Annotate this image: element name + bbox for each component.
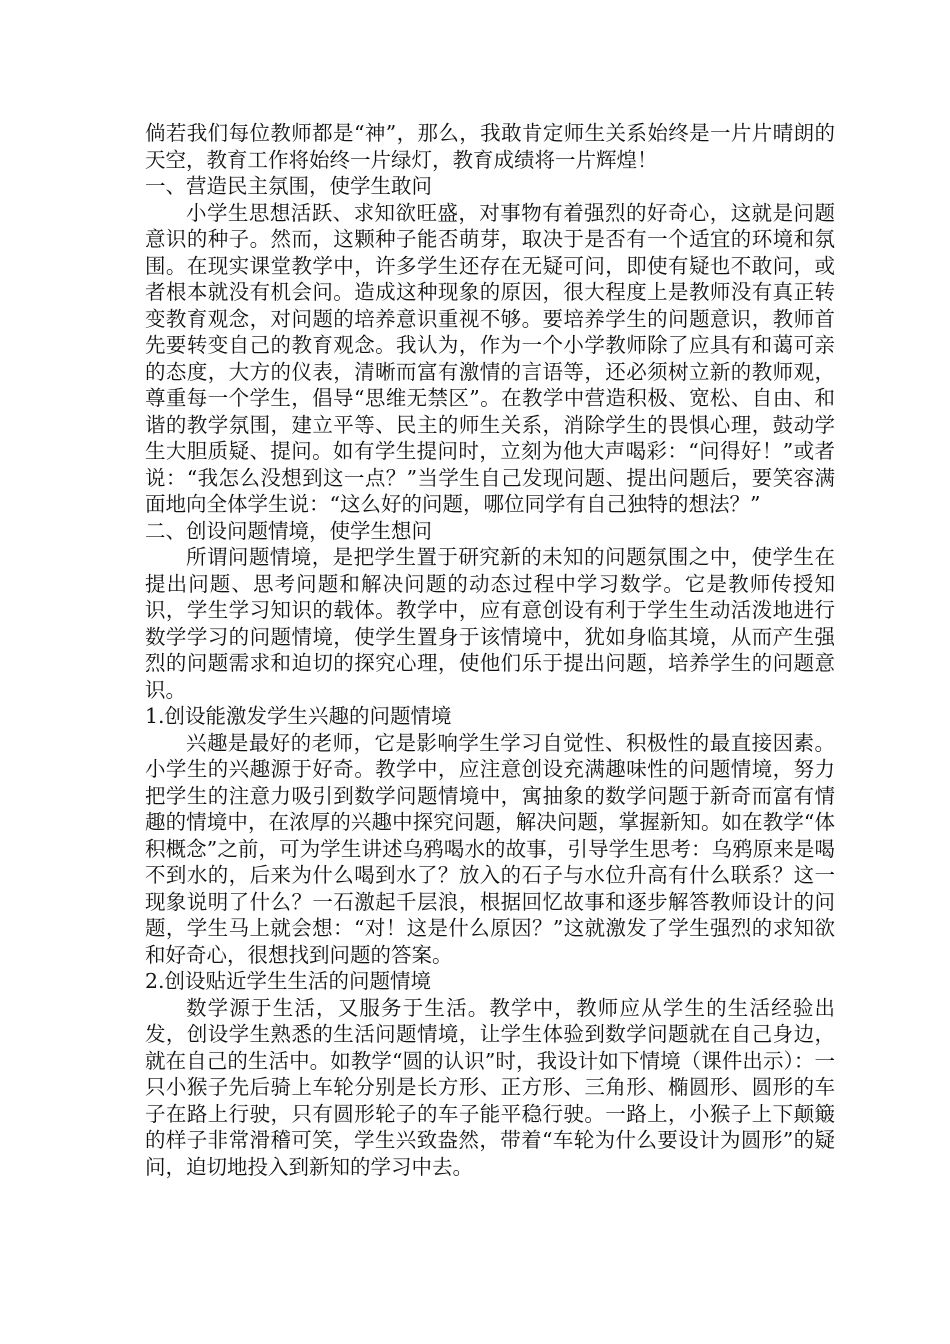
document-body	[145, 120, 835, 1180]
paragraph-problem-situation: 所谓问题情境，是把学生置于研究新的未知的问题氛围之中，使学生在提出问题、思考问题和解决问题的动态过程中学习数学。它是教师传授知识，学生学习知识的载体。教学中，应有意创设有利于学生生动活泼地进行数学学习的问题情境，使学生置身于该情境中，犹如身临其境，从而产生强烈的问题需求和迫切的探究心理，使他们乐于提出问题，培养学生的问题意识。	[145, 545, 835, 702]
subheading-2: 2.创设贴近学生生活的问题情境	[145, 969, 432, 993]
paragraph-continued: 倘若我们每位教师都是“神”，那么，我敢肯定师生关系始终是一片片晴朗的天空，教育工作将始终一片绿灯，教育成绩将一片辉煌！	[145, 121, 835, 172]
section-heading-2: 二、创设问题情境，使学生想问	[145, 518, 432, 543]
paragraph-daily-life: 数学源于生活，又服务于生活。教学中，教师应从学生的生活经验出发，创设学生熟悉的生活问题情境，让学生体验到数学问题就在自己身边，就在自己的生活中。如教学“圆的认识”时，我设计如下情境（课件出示）：一只小猴子先后骑上车轮分别是长方形、正方形、三角形、椭圆形、圆形的车子在路上行驶，只有圆形轮子的车子能平稳行驶。一路上，小猴子上下颠簸的样子非常滑稽可笑，学生兴致盎然，带着“车轮为什么要设计为圆形”的疑问，迫切地投入到新知的学习中去。	[145, 995, 835, 1179]
paragraph-interest: 兴趣是最好的老师，它是影响学生学习自觉性、积极性的最直接因素。小学生的兴趣源于好奇。教学中，应注意创设充满趣味性的问题情境，努力把学生的注意力吸引到数学问题情境中，寓抽象的数学问题于新奇而富有情趣的情境中，在浓厚的兴趣中探究问题，解决问题，掌握新知。如在教学“体积概念”之前，可为学生讲述乌鸦喝水的故事，引导学生思考：乌鸦原来是喝不到水的，后来为什么喝到水了？放入的石子与水位升高有什么联系？这一现象说明了什么？一石激起千层浪，根据回忆故事和逐步解答教师设计的问题，学生马上就会想：“对！这是什么原因？”这就激发了学生强烈的求知欲和好奇心，很想找到问题的答案。	[145, 730, 835, 967]
paragraph-democratic-atmosphere: 小学生思想活跃、求知欲旺盛，对事物有着强烈的好奇心，这就是问题意识的种子。然而，这颗种子能否萌芽，取决于是否有一个适宜的环境和氛围。在现实课堂教学中，许多学生还存在无疑可问，即使有疑也不敢问，或者根本就没有机会问。造成这种现象的原因，很大程度上是教师没有真正转变教育观念，对问题的培养意识重视不够。要培养学生的问题意识，教师首先要转变自己的教育观念。我认为，作为一个小学教师除了应具有和蔼可亲的态度，大方的仪表，清晰而富有激情的言语等，还必须树立新的教师观，尊重每一个学生，倡导“思维无禁区”。在教学中营造积极、宽松、自由、和谐的教学氛围，建立平等、民主的师生关系，消除学生的畏惧心理，鼓动学生大胆质疑、提问。如有学生提问时，立刻为他大声喝彩：“问得好！”或者说：“我怎么没想到这一点？”当学生自己发现问题、提出问题后，要笑容满面地向全体学生说：“这么好的问题，哪位同学有自己独特的想法？”	[145, 200, 835, 516]
subheading-1: 1.创设能激发学生兴趣的问题情境	[145, 704, 452, 728]
section-heading-1: 一、营造民主氛围，使学生敢问	[145, 174, 432, 198]
